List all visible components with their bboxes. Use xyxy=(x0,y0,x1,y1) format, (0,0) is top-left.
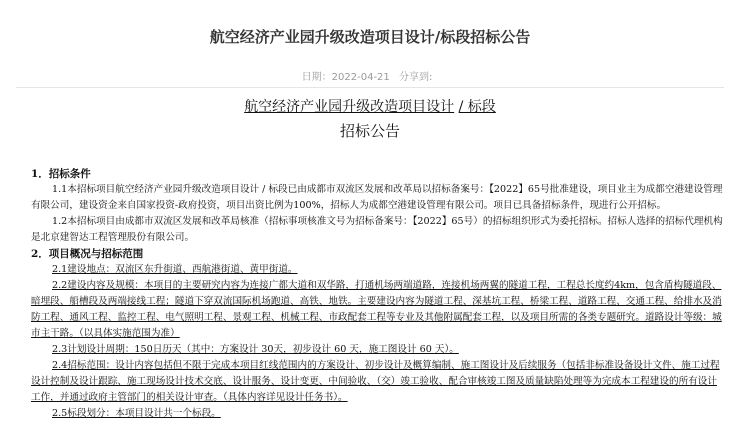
project-name: 航空经济产业园升级改造项目设计 xyxy=(244,99,455,115)
section-heading-2: 2．项目概况与招标范围 xyxy=(31,248,144,260)
publish-date: 日期：2022-04-21 xyxy=(301,72,390,83)
paragraph-2-1: 2.1建设地点：双流区东升街道、西航港街道、黄甲街道。 xyxy=(52,264,298,275)
meta-line xyxy=(0,68,740,83)
paragraph-1-2: 1.2本招标项目由成都市双流区发展和改革局核准（招标事项核准文号为招标备案号：【2022】65号）的招标组织形式为委托招标。招标人选择的招标代理机构是北京建智达工程管理股份有限公司。 xyxy=(31,216,723,243)
paragraph-2-3: 2.3计划设计周期：150日历天（其中：方案设计 30天，初步设计 60 天，施工图设计 60 天）。 xyxy=(52,344,459,355)
document-body xyxy=(31,166,723,422)
share-link[interactable]: 分享到: xyxy=(398,72,433,83)
document-title-line1 xyxy=(0,96,740,116)
document-title-line2: 招标公告 xyxy=(339,122,400,140)
divider xyxy=(16,87,724,88)
paragraph-2-2: 2.2建设内容及规模：本项目的主要研究内容为连接广都大道和双华路，打通机场两端道路，连接机场两翼的隧道工程，工程总长度约4km，包含盾构隧道段、暗埋段、船槽段及两端接线工程；隧道下穿双流国际机场跑道、高铁、地铁。主要建设内容为隧道工程、深基坑工程、桥梁工程、道路工程、交通工程、给排水及消防工程、通风工程、监控工程、电气照明工程、景观工程、机械工程、市政配套工程等专业及其他附属配套工程，以及项目所需的各类专题研究。道路设计等级：城市主干路。（以具体实施范围为准） xyxy=(31,280,722,339)
paragraph-2-5: 2.5标段划分：本项目设计共一个标段。 xyxy=(52,408,221,419)
section-heading-1: 1．招标条件 xyxy=(31,168,91,180)
page-title: 航空经济产业园升级改造项目设计/标段招标公告 xyxy=(209,28,531,46)
paragraph-1-1: 1.1本招标项目航空经济产业园升级改造项目设计 / 标段已由成都市双流区发展和改革局以招标备案号：【2022】65号批准建设，项目业主为成都空港建设管理有限公司，建设资金来自国家投资-政府投资，项目出资比例为100%，招标人为成都空港建设管理有限公司。项目已具备招标条件，现进行公开招标。 xyxy=(31,184,723,211)
section-name: / 标段 xyxy=(458,99,496,115)
paragraph-2-4: 2.4招标范围：设计内容包括但不限于完成本项目红线范围内的方案设计、初步设计及概算编制、施工图设计及后续服务（包括非标准设备设计文件、施工过程设计控制及设计跟踪、施工现场设计技术交底、设计服务、设计变更、中间验收、（交）竣工验收、配合审核竣工图及质量缺陷处理等为完成本工程建设的所有设计工作，并通过政府主管部门的相关设计审查。（具体内容详见设计任务书）。 xyxy=(31,360,720,403)
